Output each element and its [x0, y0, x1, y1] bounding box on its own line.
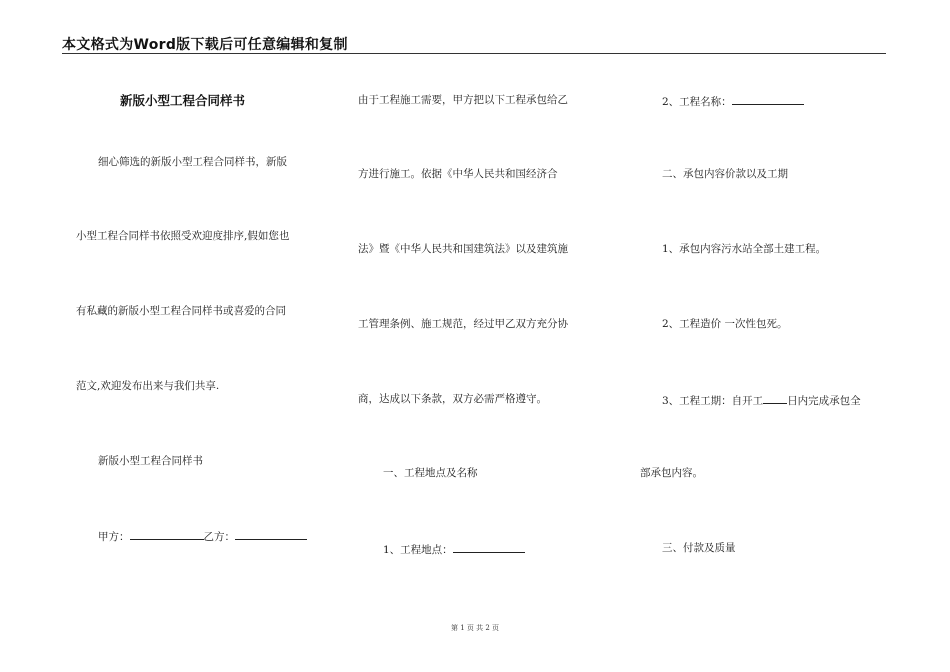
- project-name-label: 2、工程名称：: [662, 96, 732, 108]
- project-duration-suffix: 日内完成承包全: [787, 395, 861, 407]
- project-cost-line: 2、工程造价 一次性包死。: [662, 318, 788, 330]
- party-b-blank: [235, 529, 307, 540]
- party-b-label: 乙方：: [203, 531, 235, 543]
- party-a-blank: [130, 529, 204, 540]
- contract-subtitle: 新版小型工程合同样书: [98, 455, 203, 467]
- project-duration-blank: [763, 393, 787, 404]
- section-1-heading: 一、工程地点及名称: [383, 467, 478, 479]
- project-location-blank: [453, 542, 525, 553]
- body-line-5: 商，达成以下条款，双方必需严格遵守。: [358, 393, 547, 405]
- parties-line: [98, 529, 307, 544]
- section-3-heading: 三、付款及质量: [662, 542, 736, 554]
- page-number: 第 1 页 共 2 页: [450, 624, 500, 632]
- body-line-2: 方进行施工。依据《中华人民共和国经济合: [358, 168, 558, 180]
- body-line-1: 由于工程施工需要，甲方把以下工程承包给乙: [358, 94, 568, 106]
- project-location-label: 1、工程地点：: [383, 544, 453, 556]
- project-name-blank: [732, 94, 804, 105]
- project-duration-label: 3、工程工期：自开工: [662, 395, 764, 407]
- project-location-line: [383, 542, 525, 557]
- party-a-label: 甲方：: [98, 531, 130, 543]
- intro-line-3: 有私藏的新版小型工程合同样书或喜爱的合同: [76, 305, 286, 317]
- body-line-4: 工管理条例、施工规范，经过甲乙双方充分协: [358, 318, 568, 330]
- intro-line-4: 范文,欢迎发布出来与我们共享.: [76, 380, 220, 392]
- body-line-3: 法》暨《中华人民共和国建筑法》以及建筑施: [358, 243, 568, 255]
- document-title: 新版小型工程合同样书: [120, 93, 246, 108]
- intro-line-2: 小型工程合同样书依照受欢迎度排序,假如您也: [76, 230, 290, 242]
- project-name-line: [662, 94, 804, 109]
- contract-content-line: 1、承包内容污水站全部土建工程。: [662, 243, 827, 255]
- project-duration-line: [662, 393, 861, 408]
- document-header: [62, 33, 886, 54]
- header-text: 本文格式为Word版下载后可任意编辑和复制: [62, 37, 348, 53]
- contract-content-continued: 部承包内容。: [640, 467, 703, 479]
- section-2-heading: 二、承包内容价款以及工期: [662, 168, 788, 180]
- intro-line-1: 细心筛选的新版小型工程合同样书，新版: [98, 156, 287, 168]
